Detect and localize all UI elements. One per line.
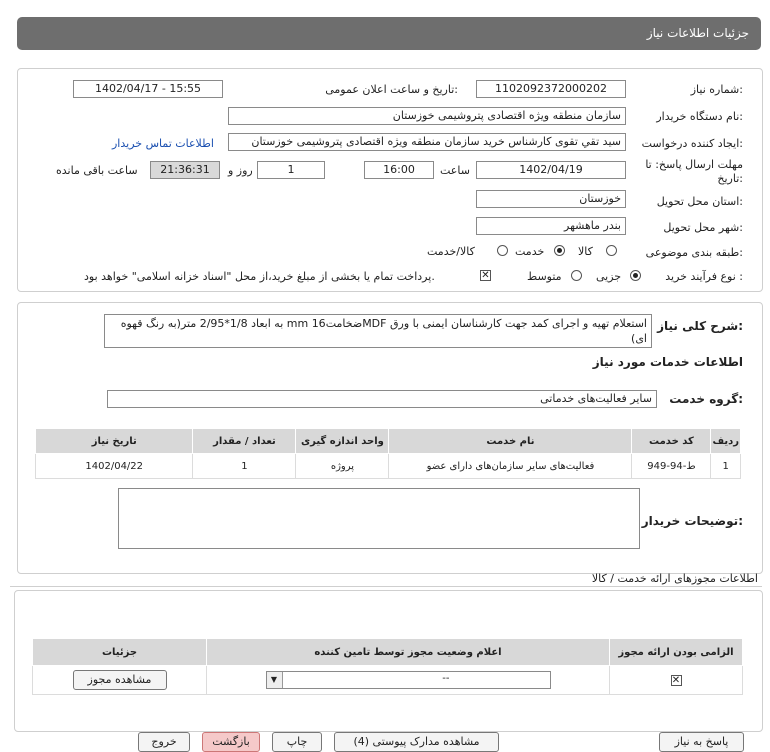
services-table xyxy=(35,428,741,479)
city-field: بندر ماهشهر xyxy=(476,217,626,235)
need-number-field: 1102092372000202 xyxy=(476,80,626,98)
cell-code: ط-94-949 xyxy=(632,454,711,479)
buyer-field: سازمان منطقه ویژه اقتصادی پتروشیمی خوزستان xyxy=(228,107,626,125)
print-button[interactable]: چاپ xyxy=(272,732,322,752)
service-group-label: گروه خدمت: xyxy=(669,392,743,406)
province-label: استان محل تحویل: xyxy=(656,195,743,208)
table-row xyxy=(33,666,743,695)
page-header xyxy=(17,17,761,50)
reply-button[interactable]: پاسخ به نیاز xyxy=(659,732,744,752)
process-radio-medium[interactable] xyxy=(571,270,582,281)
license-status-value: -- xyxy=(442,673,450,684)
category-radio-service[interactable] xyxy=(554,245,565,256)
category-radio-goods[interactable] xyxy=(606,245,617,256)
chevron-down-icon: ▼ xyxy=(267,672,283,688)
remaining-field: 21:36:31 xyxy=(150,161,220,179)
buyer-label: نام دستگاه خریدار: xyxy=(656,110,743,123)
deadline-time-field: 16:00 xyxy=(364,161,434,179)
required-checkbox[interactable]: ✕ xyxy=(671,674,681,686)
need-number-label: شماره نیاز: xyxy=(690,83,743,96)
process-radio-minor[interactable] xyxy=(630,270,641,281)
payment-note: پرداخت تمام یا بخشی از مبلغ خرید،از محل "اسناد خزانه اسلامی" خواهد بود. xyxy=(84,270,435,283)
description-label: شرح کلی نیاز: xyxy=(657,319,743,333)
licenses-divider xyxy=(10,586,762,587)
days-field: 1 xyxy=(257,161,325,179)
page-title: جزئیات اطلاعات نیاز xyxy=(646,26,749,40)
category-radio-both[interactable] xyxy=(497,245,508,256)
licenses-table-header xyxy=(33,639,743,666)
cell-name: فعالیت‌های سایر سازمان‌های دارای عضو xyxy=(389,454,632,479)
buyer-notes-label: توضیحات خریدار: xyxy=(641,514,743,528)
cell-row: 1 xyxy=(711,454,741,479)
col-date: تاریخ نیاز xyxy=(36,429,193,454)
cell-qty: 1 xyxy=(193,454,296,479)
col-row: ردیف xyxy=(711,429,741,454)
deadline-time-label: ساعت xyxy=(440,164,470,177)
announce-field: 1402/04/17 - 15:55 xyxy=(73,80,223,98)
description-field: استعلام تهیه و اجرای کمد جهت کارشناسان ایمنی با ورق MDFضخامت16 mm به ابعاد 1/8*2/95 متر(به رنگ قهوه ای) xyxy=(104,314,652,348)
col-name: نام خدمت xyxy=(389,429,632,454)
col-qty: تعداد / مقدار xyxy=(193,429,296,454)
category-option-service: خدمت xyxy=(515,245,545,258)
col-unit: واحد اندازه گیری xyxy=(296,429,389,454)
licenses-section-title: اطلاعات مجوزهای ارائه خدمت / کالا xyxy=(591,572,758,585)
deadline-date-field: 1402/04/19 xyxy=(476,161,626,179)
city-label: شهر محل تحویل: xyxy=(663,221,743,234)
category-option-both: کالا/خدمت xyxy=(427,245,475,258)
services-table-header xyxy=(36,429,741,454)
col-details: جزئیات xyxy=(33,639,207,666)
creator-field: سید تقي تقوی کارشناس خرید سازمان منطقه ویژه اقتصادی پتروشیمی خوزستان xyxy=(228,133,626,151)
buyer-contact-link[interactable]: اطلاعات تماس خریدار xyxy=(112,137,214,150)
back-button[interactable]: بازگشت xyxy=(202,732,260,752)
process-label: نوع فرآیند خرید : xyxy=(665,270,743,283)
province-field: خوزستان xyxy=(476,190,626,208)
services-section-title: اطلاعات خدمات مورد نیاز xyxy=(592,355,743,369)
announce-label: تاریخ و ساعت اعلان عمومی: xyxy=(325,83,458,96)
deadline-label: مهلت ارسال پاسخ: تا تاریخ: xyxy=(645,158,743,185)
license-status-select[interactable] xyxy=(266,671,551,689)
days-label: روز و xyxy=(228,164,253,177)
col-required: الزامی بودن ارائه مجوز xyxy=(610,639,743,666)
view-documents-button[interactable]: مشاهده مدارک پیوستی (4) xyxy=(334,732,499,752)
col-code: کد خدمت xyxy=(632,429,711,454)
creator-label: ایجاد کننده درخواست: xyxy=(641,137,743,150)
service-group-field: سایر فعالیت‌های خدماتی xyxy=(107,390,657,408)
exit-button[interactable]: خروج xyxy=(138,732,190,752)
cell-unit: پروژه xyxy=(296,454,389,479)
col-status: اعلام وضعیت مجوز توسط تامین کننده xyxy=(207,639,610,666)
treasury-checkbox[interactable]: ✕ xyxy=(481,270,490,281)
process-option-medium: متوسط xyxy=(527,270,562,283)
process-option-minor: جزیی xyxy=(596,270,622,283)
remaining-label: ساعت باقی مانده xyxy=(56,164,138,177)
category-option-goods: کالا xyxy=(578,245,593,258)
cell-date: 1402/04/22 xyxy=(36,454,193,479)
category-label: طبقه بندی موضوعی: xyxy=(645,246,743,259)
licenses-table xyxy=(32,638,743,695)
buyer-notes-field xyxy=(118,488,640,549)
table-row xyxy=(36,454,741,479)
view-license-button[interactable]: مشاهده مجوز xyxy=(73,670,167,690)
